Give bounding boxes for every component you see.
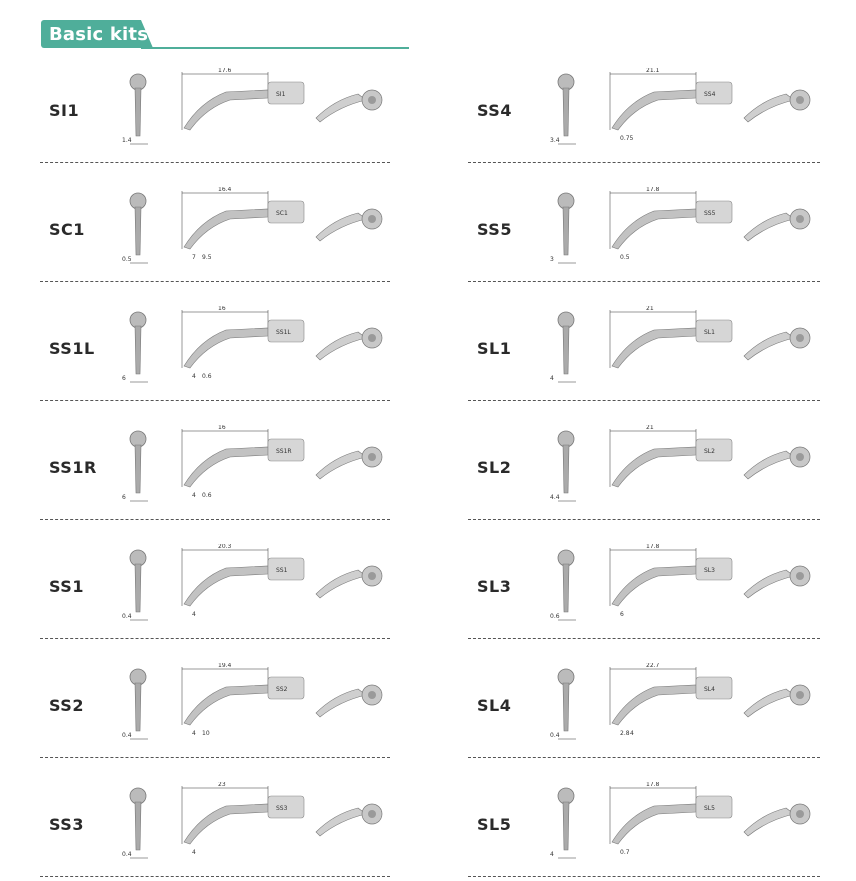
dimension-label: 3.4 [550, 137, 560, 144]
tip-marking: SS3 [276, 805, 288, 812]
tip-code: SS4 [477, 101, 512, 120]
tip-front-view [118, 70, 158, 150]
tip-side-view [598, 187, 738, 267]
length-label: 21 [646, 425, 654, 431]
tip-side-view [598, 425, 738, 505]
length-label: 17.8 [646, 187, 660, 193]
left-column [40, 60, 390, 877]
dimension-label: 0.4 [122, 851, 132, 858]
dimension-label: 10 [202, 730, 210, 737]
tip-row [468, 536, 820, 639]
tip-perspective-view [310, 550, 390, 610]
dimension-label: 0.7 [620, 849, 630, 856]
dimension-label: 4 [192, 849, 196, 856]
dimension-label: 4 [192, 730, 196, 737]
tip-row [40, 298, 390, 401]
tip-side-view [170, 425, 310, 505]
dimension-label: 0.4 [122, 613, 132, 620]
tip-code: SS1R [49, 458, 97, 477]
tip-front-view [118, 308, 158, 388]
tip-perspective-view [738, 431, 818, 491]
tip-code: SI1 [49, 101, 80, 120]
tip-code: SS2 [49, 696, 84, 715]
tip-row [468, 60, 820, 163]
tip-side-view [598, 306, 738, 386]
tip-row [40, 655, 390, 758]
tip-code: SL5 [477, 815, 512, 834]
dimension-label: 4 [550, 375, 554, 382]
tip-front-view [546, 427, 586, 507]
tip-perspective-view [310, 669, 390, 729]
tip-row [468, 298, 820, 401]
tip-marking: SL3 [704, 567, 715, 574]
dimension-label: 7 [192, 254, 196, 261]
dimension-label: 0.4 [550, 732, 560, 739]
dimension-label: 6 [122, 375, 126, 382]
tip-marking: SC1 [276, 210, 288, 217]
section-underline [141, 47, 409, 49]
dimension-label: 0.6 [202, 373, 212, 380]
tip-side-view [598, 544, 738, 624]
dimension-label: 4 [630, 730, 634, 737]
section-header [41, 20, 411, 52]
tip-row [468, 774, 820, 877]
dimension-label: 0.6 [202, 492, 212, 499]
tip-marking: SS1 [276, 567, 288, 574]
dimension-label: 2.8 [620, 730, 630, 737]
dimension-label: 1.4 [122, 137, 132, 144]
tip-row [468, 417, 820, 520]
dimension-label: 0.5 [122, 256, 132, 263]
tip-front-view [118, 665, 158, 745]
dimension-label: 0.4 [122, 732, 132, 739]
tip-row [468, 655, 820, 758]
tip-front-view [546, 546, 586, 626]
tip-marking: SL4 [704, 686, 715, 693]
tip-row [468, 179, 820, 282]
tip-side-view [170, 187, 310, 267]
tip-side-view [170, 782, 310, 862]
tip-perspective-view [738, 669, 818, 729]
dimension-label: 4 [192, 492, 196, 499]
dimension-label: 0.5 [620, 254, 630, 261]
tip-front-view [118, 189, 158, 269]
dimension-label: 6 [620, 611, 624, 618]
dimension-label: 4 [192, 373, 196, 380]
tip-perspective-view [310, 312, 390, 372]
dimension-label: 6 [122, 494, 126, 501]
tip-perspective-view [310, 788, 390, 848]
tip-code: SS1 [49, 577, 84, 596]
tip-perspective-view [738, 312, 818, 372]
dimension-label: 4.4 [550, 494, 560, 501]
dimension-label: 3 [550, 256, 554, 263]
length-label: 17.8 [646, 544, 660, 550]
tip-marking: SL5 [704, 805, 715, 812]
length-label: 20.3 [218, 544, 232, 550]
dimension-label: 4 [550, 851, 554, 858]
tip-marking: SI1 [276, 91, 286, 98]
tip-code: SS1L [49, 339, 95, 358]
tip-front-view [118, 784, 158, 864]
length-label: 21 [646, 306, 654, 312]
tip-side-view [170, 663, 310, 743]
tip-row [40, 536, 390, 639]
tip-front-view [546, 70, 586, 150]
tip-side-view [598, 68, 738, 148]
tip-front-view [546, 308, 586, 388]
tip-side-view [170, 544, 310, 624]
length-label: 16.4 [218, 187, 232, 193]
dimension-label: 9.5 [202, 254, 212, 261]
tip-marking: SS1L [276, 329, 291, 336]
tip-front-view [546, 189, 586, 269]
tip-perspective-view [310, 74, 390, 134]
tip-code: SL3 [477, 577, 512, 596]
tip-perspective-view [738, 550, 818, 610]
tip-marking: SS1R [276, 448, 292, 455]
tip-code: SL4 [477, 696, 512, 715]
tip-front-view [546, 784, 586, 864]
tip-side-view [598, 782, 738, 862]
tip-front-view [546, 665, 586, 745]
section-title: Basic kits [49, 24, 149, 45]
tip-front-view [118, 546, 158, 626]
tip-code: SS3 [49, 815, 84, 834]
tip-marking: SS4 [704, 91, 716, 98]
tip-row [40, 417, 390, 520]
dimension-label: 4 [192, 611, 196, 618]
right-column [468, 60, 820, 877]
tip-code: SC1 [49, 220, 85, 239]
dimension-label: 0.75 [620, 135, 634, 142]
length-label: 21.1 [646, 68, 660, 74]
length-label: 17.8 [646, 782, 660, 788]
tip-code: SL2 [477, 458, 512, 477]
length-label: 19.4 [218, 663, 232, 669]
tip-marking: SL1 [704, 329, 715, 336]
tip-code: SS5 [477, 220, 512, 239]
tip-marking: SS5 [704, 210, 716, 217]
tip-front-view [118, 427, 158, 507]
tip-perspective-view [738, 74, 818, 134]
dimension-label: 0.6 [550, 613, 560, 620]
length-label: 17.6 [218, 68, 232, 74]
length-label: 23 [218, 782, 226, 788]
length-label: 16 [218, 306, 226, 312]
tip-row [40, 60, 390, 163]
tip-side-view [170, 306, 310, 386]
tip-perspective-view [310, 431, 390, 491]
tip-marking: SS2 [276, 686, 288, 693]
length-label: 22.7 [646, 663, 660, 669]
tip-row [40, 774, 390, 877]
tip-perspective-view [738, 193, 818, 253]
tip-perspective-view [738, 788, 818, 848]
tip-code: SL1 [477, 339, 512, 358]
tip-side-view [170, 68, 310, 148]
tip-perspective-view [310, 193, 390, 253]
tip-marking: SL2 [704, 448, 715, 455]
tip-side-view [598, 663, 738, 743]
length-label: 16 [218, 425, 226, 431]
tip-row [40, 179, 390, 282]
